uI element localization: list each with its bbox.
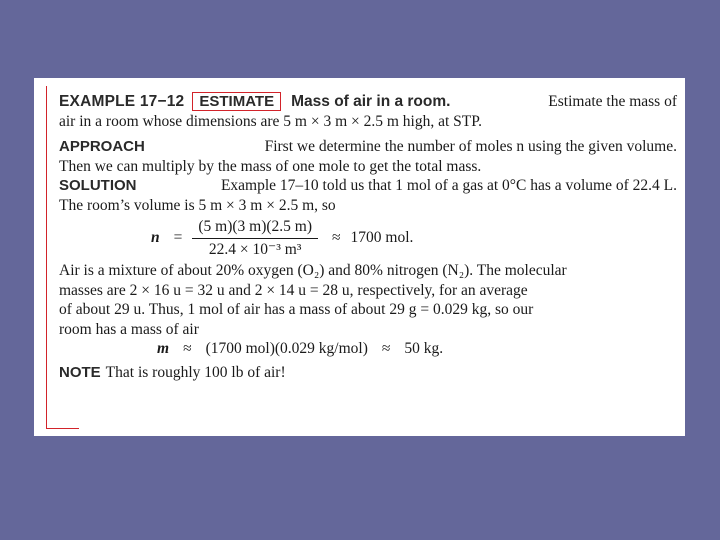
- eq1-equals: =: [173, 229, 183, 247]
- equation-moles: [59, 215, 677, 261]
- approach-line-2: [59, 157, 677, 177]
- estimate-tag: ESTIMATE: [192, 92, 281, 111]
- equation-mass: [59, 339, 677, 363]
- air-mixture-line-4: [59, 320, 677, 340]
- eq2-approx-1: ≈: [183, 340, 192, 357]
- air-mixture-text-3: of about 29 u. Thus, 1 mol of air has a mass of about 29 g = 0.029 kg, so our: [59, 301, 534, 318]
- solution-heading: SOLUTION: [59, 177, 137, 194]
- margin-rule: [46, 86, 47, 429]
- eq1-result: 1700 mol.: [350, 229, 414, 247]
- solution-text-2: The room’s volume is 5 m × 3 m × 2.5 m, so: [59, 196, 336, 214]
- eq1-numerator: (5 m)(3 m)(2.5 m): [192, 217, 318, 239]
- eq2-result: 50 kg.: [404, 340, 444, 357]
- example-label: EXAMPLE 17−12: [59, 93, 185, 110]
- example-text-line-2: [59, 112, 677, 132]
- approach-text-1: First we determine the number of moles n using the given volume.: [264, 138, 677, 155]
- solution-line-1: [59, 176, 677, 196]
- note-text: That is roughly 100 lb of air!: [105, 364, 286, 381]
- note-heading: NOTE: [59, 364, 101, 381]
- example-title: Mass of air in a room.: [291, 93, 451, 110]
- eq1-fraction: [192, 217, 318, 259]
- air-mixture-line-1: [59, 261, 677, 281]
- air-mixture-text-1: Air is a mixture of about 20% oxygen (O₂) and 80% nitrogen (N₂). The molecular: [59, 262, 567, 279]
- example-text-line-1: Estimate the mass of: [548, 93, 677, 110]
- solution-text-1: Example 17–10 told us that 1 mol of a gas at 0°C has a volume of 22.4 L.: [220, 177, 677, 194]
- example-content: [59, 92, 677, 383]
- approach-line-1: [59, 137, 677, 157]
- margin-rule-foot: [46, 428, 79, 429]
- example-text: air in a room whose dimensions are 5 m × 3 m × 2.5 m high, at STP.: [59, 112, 483, 130]
- air-mixture-text-4: room has a mass of air: [59, 320, 199, 338]
- eq1-denominator: 22.4 × 10⁻³ m³: [208, 240, 302, 258]
- approach-heading: APPROACH: [59, 138, 145, 155]
- example-header: [59, 92, 450, 112]
- approach-text-2: Then we can multiply by the mass of one mole to get the total mass.: [59, 157, 482, 175]
- air-mixture-line-3: [59, 300, 677, 320]
- note-line: [59, 363, 677, 383]
- eq1-approx: ≈: [332, 229, 341, 247]
- example-header-line: [59, 92, 677, 112]
- solution-line-2: [59, 196, 677, 216]
- eq2-product: (1700 mol)(0.029 kg/mol): [205, 340, 368, 357]
- eq1-lhs: n: [151, 229, 160, 247]
- air-mixture-line-2: [59, 281, 677, 301]
- air-mixture-text-2: masses are 2 × 16 u = 32 u and 2 × 14 u = 28 u, respectively, for an average: [59, 281, 528, 299]
- eq2-approx-2: ≈: [381, 340, 391, 357]
- eq2-lhs: m: [157, 340, 170, 357]
